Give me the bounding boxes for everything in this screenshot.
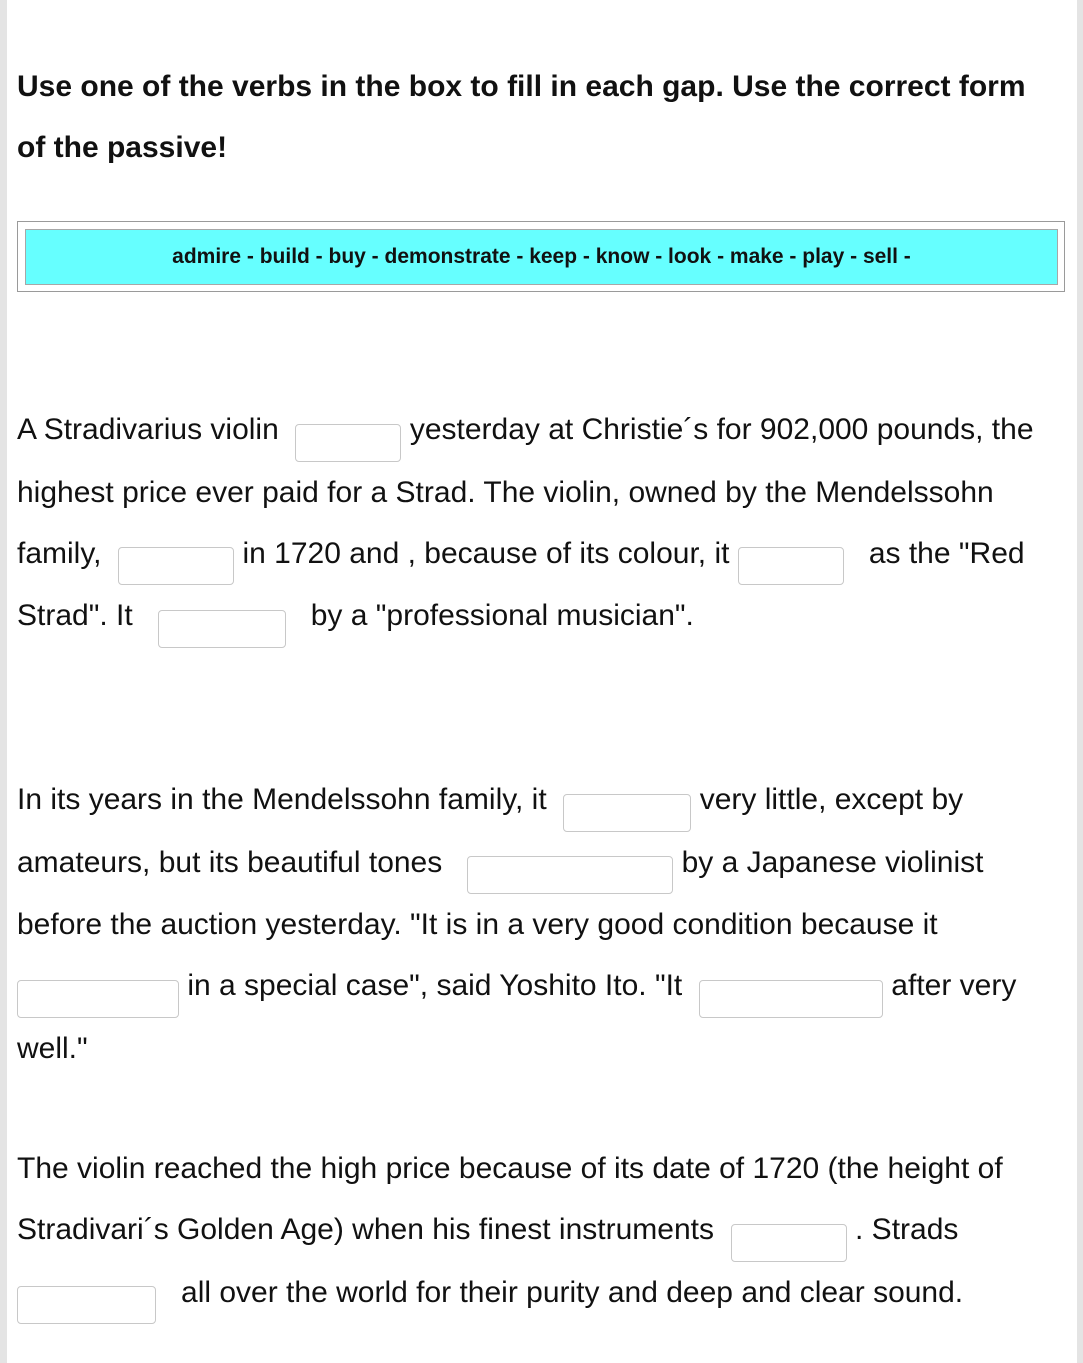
instruction-text: Use one of the verbs in the box to fill in each gap. Use the correct form of the passive! xyxy=(17,70,1026,164)
gap-10-input[interactable] xyxy=(17,1286,156,1324)
gap-3-input[interactable] xyxy=(738,547,844,585)
paragraph-2-text-5: after very well." xyxy=(17,969,1017,1065)
gap-2-input[interactable] xyxy=(118,547,234,585)
gap-6-input[interactable] xyxy=(467,856,673,894)
paragraph-1-text-5: by a "professional musician". xyxy=(310,599,694,633)
paragraph-2-text-2: very little, except by amateurs, but its beautiful tones xyxy=(17,783,964,879)
paragraph-3-text-3: all over the world for their purity and deep and clear sound. xyxy=(181,1275,964,1309)
worksheet-page xyxy=(7,0,1077,1363)
verb-box-frame xyxy=(17,221,1065,292)
gap-5-input[interactable] xyxy=(563,794,691,832)
paragraph-1-text-2: yesterday at Christie´s for 902,000 pounds, the highest price ever paid for a Strad. The violin, owned by the Mendelssohn family, xyxy=(17,413,1034,570)
gap-9-input[interactable] xyxy=(731,1224,847,1262)
paragraph-3-text-1: The violin reached the high price because of its date of 1720 (the height of Stradivari´s Golden Age) when his finest instruments xyxy=(17,1152,1003,1247)
paragraph-1-text-4: as the "Red Strad". It xyxy=(17,536,1025,633)
paragraph-2-text-4: in a special case", said Yoshito Ito. "It xyxy=(187,969,683,1003)
paragraph-1-text-1: A Stradivarius violin xyxy=(17,413,279,446)
paragraph-3-text-2: . Strads xyxy=(855,1213,959,1247)
paragraph-2 xyxy=(17,769,1062,1079)
verb-box: admire - build - buy - demonstrate - keep - know - look - make - play - sell - xyxy=(25,229,1058,285)
paragraph-1-text-3: in 1720 and , because of its colour, it xyxy=(242,536,730,570)
gap-4-input[interactable] xyxy=(158,610,286,648)
paragraph-1 xyxy=(17,399,1062,648)
gap-8-input[interactable] xyxy=(699,980,883,1018)
paragraph-2-text-3: by a Japanese violinist before the auction yesterday. "It is in a very good condition because it xyxy=(17,845,984,941)
gap-7-input[interactable] xyxy=(17,980,179,1018)
paragraph-2-text-1: In its years in the Mendelssohn family, it xyxy=(17,783,547,816)
paragraph-3 xyxy=(17,1138,1062,1324)
gap-1-input[interactable] xyxy=(295,424,401,462)
